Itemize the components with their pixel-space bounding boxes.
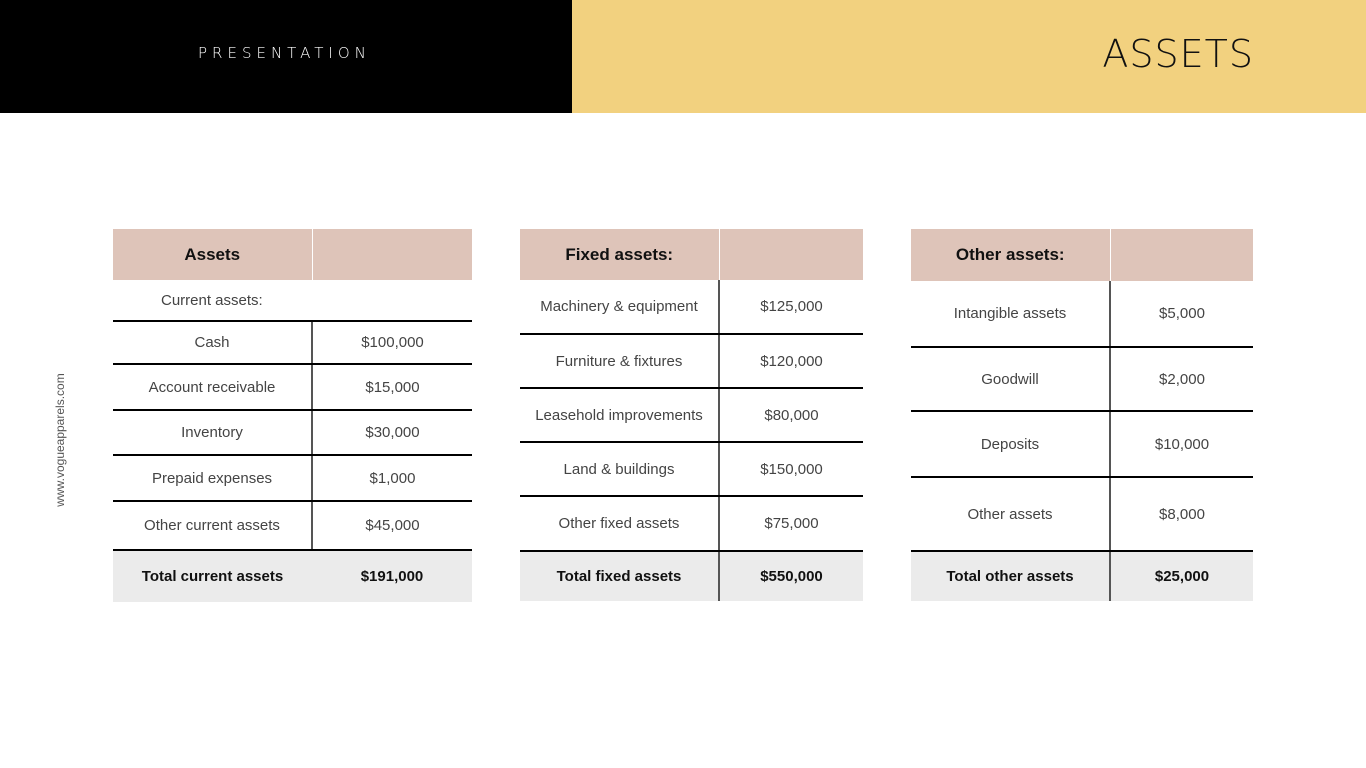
row-value: $15,000 (312, 364, 472, 410)
row-label: Other fixed assets (520, 496, 719, 551)
row-label: Account receivable (113, 364, 312, 410)
table-row (520, 334, 863, 388)
table-header-row (520, 229, 863, 280)
row-value: $1,000 (312, 455, 472, 501)
table-header: Other assets: (911, 229, 1110, 281)
table-row (520, 388, 863, 442)
current-assets-table (113, 229, 472, 602)
table-header-empty (719, 229, 863, 280)
header-accent-panel (572, 0, 1366, 113)
row-label: Other current assets (113, 501, 312, 550)
row-label: Intangible assets (911, 281, 1110, 347)
table-row (113, 321, 472, 364)
total-row (911, 551, 1253, 601)
table-row (911, 477, 1253, 551)
row-label: Goodwill (911, 347, 1110, 411)
table-header-row (113, 229, 472, 280)
table-header-empty (312, 229, 472, 280)
row-value: $8,000 (1110, 477, 1253, 551)
row-value: $5,000 (1110, 281, 1253, 347)
table-row (113, 364, 472, 410)
total-value: $191,000 (312, 550, 472, 602)
header-dark-panel (0, 0, 572, 113)
row-value: $125,000 (719, 280, 863, 334)
table-row (911, 281, 1253, 347)
presentation-label: PRESENTATION (198, 44, 371, 62)
row-value: $75,000 (719, 496, 863, 551)
row-label: Furniture & fixtures (520, 334, 719, 388)
total-value: $25,000 (1110, 551, 1253, 601)
table-header-row (911, 229, 1253, 281)
row-value: $80,000 (719, 388, 863, 442)
row-value: $30,000 (312, 410, 472, 455)
subheader: Current assets: (113, 280, 472, 321)
total-row (520, 551, 863, 601)
table-row (520, 442, 863, 496)
table-row (113, 455, 472, 501)
row-label: Inventory (113, 410, 312, 455)
row-value: $120,000 (719, 334, 863, 388)
row-value: $45,000 (312, 501, 472, 550)
other-assets-table (911, 229, 1253, 601)
row-value: $10,000 (1110, 411, 1253, 477)
row-label: Deposits (911, 411, 1110, 477)
row-label: Leasehold improvements (520, 388, 719, 442)
subheader-row (113, 280, 472, 321)
table-row (911, 411, 1253, 477)
total-label: Total current assets (113, 550, 312, 602)
table-row (520, 280, 863, 334)
fixed-assets-table (520, 229, 863, 601)
table-header: Fixed assets: (520, 229, 719, 280)
table-row (113, 410, 472, 455)
table-header-empty (1110, 229, 1253, 281)
row-label: Other assets (911, 477, 1110, 551)
table-row (520, 496, 863, 551)
page-title: ASSETS (1102, 32, 1254, 76)
row-label: Cash (113, 321, 312, 364)
total-value: $550,000 (719, 551, 863, 601)
row-value: $100,000 (312, 321, 472, 364)
table-row (113, 501, 472, 550)
table-row (911, 347, 1253, 411)
table-header: Assets (113, 229, 312, 280)
row-value: $2,000 (1110, 347, 1253, 411)
row-label: Land & buildings (520, 442, 719, 496)
total-label: Total fixed assets (520, 551, 719, 601)
total-row (113, 550, 472, 602)
total-label: Total other assets (911, 551, 1110, 601)
row-label: Machinery & equipment (520, 280, 719, 334)
website-link[interactable]: www.vogueapparels.com (53, 373, 67, 507)
row-value: $150,000 (719, 442, 863, 496)
row-label: Prepaid expenses (113, 455, 312, 501)
